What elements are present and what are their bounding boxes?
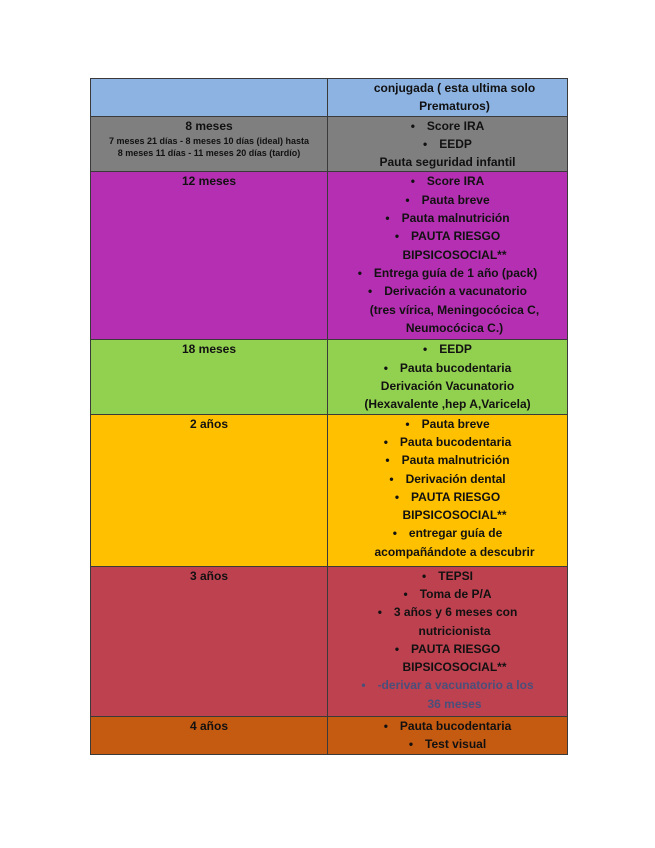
activity-item: conjugada ( esta ultima solo — [373, 81, 536, 95]
schedule-table-body — [91, 79, 568, 755]
age-label: 2 años — [189, 416, 228, 431]
age-cell — [91, 340, 328, 414]
control-schedule-table — [90, 78, 568, 755]
activity-item: • Test visual — [328, 735, 567, 753]
activity-item: • Pauta bucodentaria — [328, 433, 567, 451]
age-note: 8 meses 11 días - 11 meses 20 días (tardío) — [117, 147, 301, 158]
activity-item: • 3 años y 6 meses con — [328, 603, 567, 621]
activity-item: • Pauta bucodentaria — [328, 359, 567, 377]
activity-item: • -derivar a vacunatorio a los — [328, 676, 567, 694]
activity-item: • EEDP — [328, 340, 567, 358]
activity-item: • PAUTA RIESGO — [328, 640, 567, 658]
schedule-row-row-3a — [91, 566, 568, 716]
activity-item: • TEPSI — [328, 567, 567, 585]
age-cell — [91, 566, 328, 716]
activity-item: • entregar guía de — [328, 524, 567, 542]
schedule-row-row-4a — [91, 716, 568, 754]
activity-item: • Pauta malnutrición — [328, 209, 567, 227]
activity-item: (Hexavalente ,hep A,Varicela) — [364, 397, 531, 412]
activity-item: Prematuros) — [419, 99, 490, 114]
activities-cell — [328, 716, 568, 754]
age-label: 18 meses — [181, 342, 237, 357]
activity-item: • Pauta breve — [328, 191, 567, 209]
age-cell — [91, 79, 328, 117]
activity-item: • PAUTA RIESGO — [328, 227, 567, 245]
activities-cell — [328, 79, 568, 117]
activity-item: Derivación Vacunatorio — [380, 379, 515, 394]
activity-item: • Score IRA — [328, 172, 567, 190]
age-cell — [91, 716, 328, 754]
activity-item: • EEDP — [328, 135, 567, 153]
activity-item: BIPSICOSOCIAL** — [402, 508, 507, 523]
schedule-row-row-12m — [91, 172, 568, 340]
age-cell — [91, 172, 328, 340]
age-label: 12 meses — [181, 174, 237, 189]
age-label: 8 meses — [185, 118, 233, 133]
activity-item: BIPSICOSOCIAL** — [402, 247, 507, 262]
age-label: 3 años — [189, 568, 228, 583]
age-cell — [91, 414, 328, 566]
schedule-row-row-18m — [91, 340, 568, 414]
activity-item: 36 meses — [427, 696, 482, 711]
activity-item: • Toma de P/A — [328, 585, 567, 603]
activity-item: BIPSICOSOCIAL** — [402, 660, 507, 675]
activity-item: • Score IRA — [328, 117, 567, 135]
age-label: 4 años — [189, 718, 228, 733]
activities-cell — [328, 116, 568, 172]
activity-item: acompañándote a descubrir — [374, 544, 535, 559]
schedule-row-row-8m — [91, 116, 568, 172]
schedule-row-row-0 — [91, 79, 568, 117]
activity-item: Neumocócica C.) — [405, 320, 504, 335]
activity-item: nutricionista — [418, 623, 491, 638]
activities-cell — [328, 340, 568, 414]
activity-item: Pauta seguridad infantil — [379, 155, 516, 170]
activity-item: • Pauta malnutrición — [328, 451, 567, 469]
activity-item: • Pauta bucodentaria — [328, 717, 567, 735]
activity-item: • Pauta breve — [328, 415, 567, 433]
age-note: 7 meses 21 días - 8 meses 10 días (ideal) hasta — [108, 135, 310, 146]
activity-item: • Derivación dental — [328, 470, 567, 488]
schedule-row-row-2a — [91, 414, 568, 566]
activity-item: • Derivación a vacunatorio — [328, 282, 567, 300]
age-cell — [91, 116, 328, 172]
activity-item: • PAUTA RIESGO — [328, 488, 567, 506]
activity-item: • Entrega guía de 1 año (pack) — [328, 264, 567, 282]
activities-cell — [328, 566, 568, 716]
activities-cell — [328, 172, 568, 340]
activities-cell — [328, 414, 568, 566]
activity-item: (tres vírica, Meningocócica C, — [369, 302, 540, 317]
